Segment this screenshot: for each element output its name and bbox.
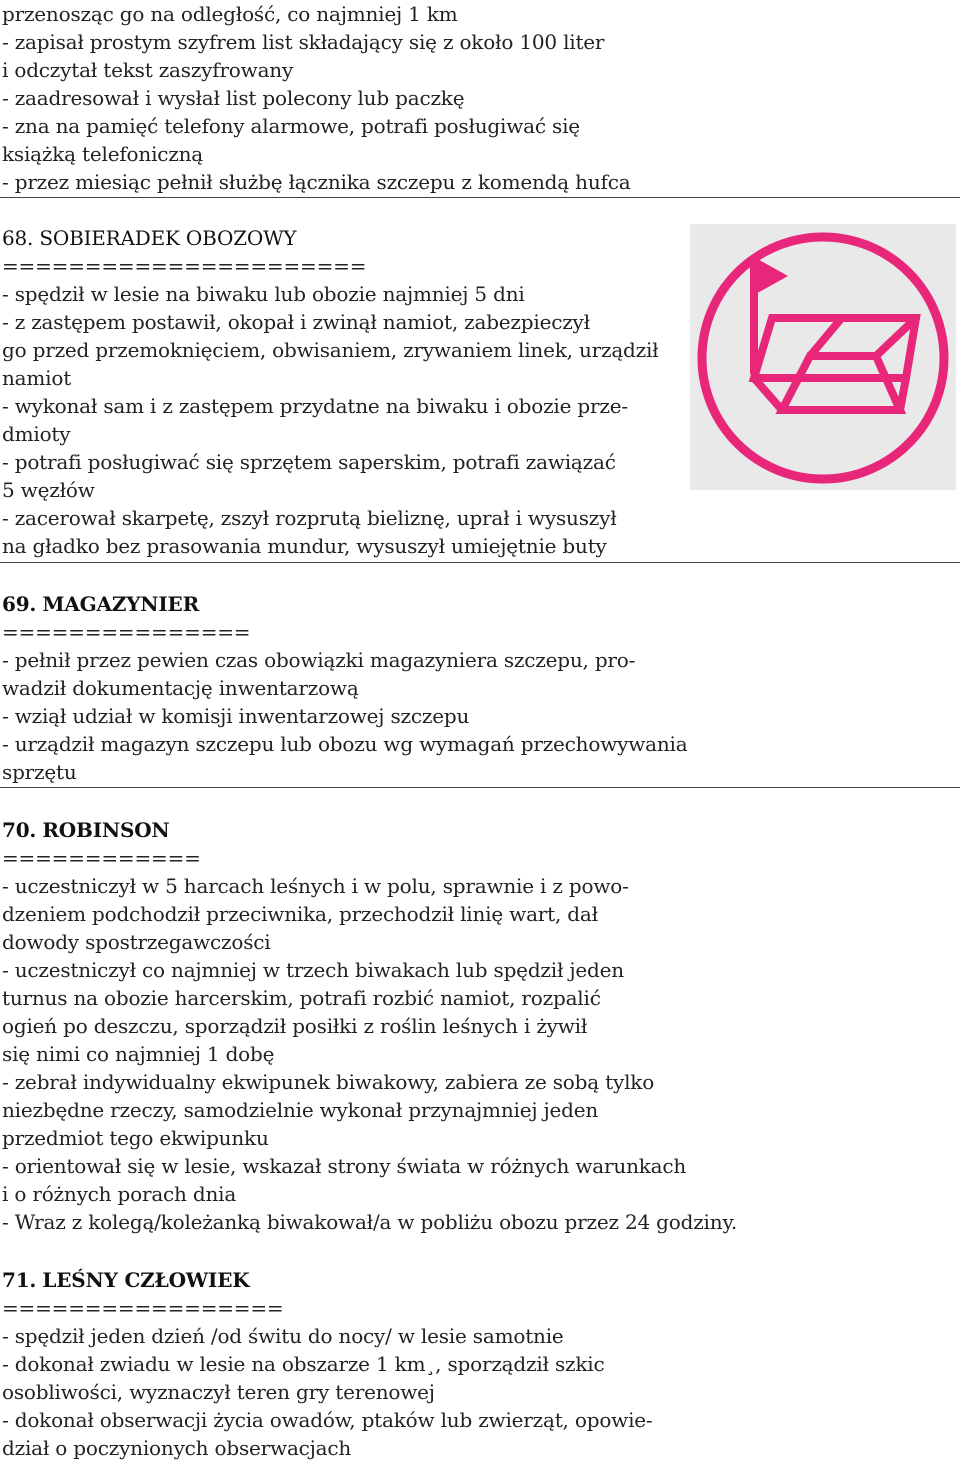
section-title: LEŚNY CZŁOWIEK [42,1268,250,1292]
text-line: i odczytał tekst zaszyfrowany [2,58,294,82]
list-item: turnus na obozie harcerskim, potrafi rozbić namiot, rozpalić [2,986,601,1010]
list-item: - orientował się w lesie, wskazał strony świata w różnych warunkach [2,1154,687,1178]
section-number: 70. [2,818,37,842]
text-line: - zaadresował i wysłał list polecony lub paczkę [2,86,465,110]
section-heading-70 [2,816,170,844]
list-item: - pełnił przez pewien czas obowiązki magazyniera szczepu, pro- [2,648,636,672]
list-item: - uczestniczył co najmniej w trzech biwakach lub spędził jeden [2,958,624,982]
section-divider [0,787,960,788]
section-number: 71. [2,1268,37,1292]
list-item: sprzętu [2,760,77,784]
section-heading-68 [2,224,296,252]
list-item: - uczestniczył w 5 harcach leśnych i w polu, sprawnie i z powo- [2,874,629,898]
section-heading-69 [2,590,199,618]
text-line: książką telefoniczną [2,142,204,166]
list-item: dział o poczynionych obserwacjach [2,1436,352,1460]
section-underline: ================= [2,1296,284,1320]
section-title: SOBIERADEK OBOZOWY [39,226,297,250]
list-item: - spędził jeden dzień /od świtu do nocy/ w lesie samotnie [2,1324,564,1348]
list-item: - urządził magazyn szczepu lub obozu wg wymagań przechowywania [2,732,688,756]
text-line: przenosząc go na odległość, co najmniej 1 km [2,2,458,26]
text-line: - zapisał prostym szyfrem list składający się z około 100 liter [2,30,605,54]
text-line: - przez miesiąc pełnił służbę łącznika szczepu z komendą hufca [2,170,631,194]
list-item: ogień po deszczu, sporządził posiłki z roślin leśnych i żywił [2,1014,588,1038]
list-item: - zacerował skarpetę, zszył rozprutą bieliznę, uprał i wysuszył [2,506,617,530]
list-item: przedmiot tego ekwipunku [2,1126,269,1150]
list-item: osobliwości, wyznaczył teren gry terenowej [2,1380,435,1404]
list-item: - dokonał obserwacji życia owadów, ptaków lub zwierząt, opowie- [2,1408,653,1432]
section-divider [0,562,960,563]
list-item: się nimi co najmniej 1 dobę [2,1042,275,1066]
list-item: dmioty [2,422,71,446]
section-underline: =============== [2,620,251,644]
list-item: - dokonał zwiadu w lesie na obszarze 1 km¸, sporządził szkic [2,1352,605,1376]
tent-flag-icon [690,224,956,490]
list-item: - spędził w lesie na biwaku lub obozie najmniej 5 dni [2,282,525,306]
list-item: - wykonał sam i z zastępem przydatne na biwaku i obozie prze- [2,394,628,418]
list-item: dzeniem podchodził przeciwnika, przechodził linię wart, dał [2,902,598,926]
list-item: 5 węzłów [2,478,95,502]
list-item: i o różnych porach dnia [2,1182,237,1206]
list-item: - potrafi posługiwać się sprzętem saperskim, potrafi zawiązać [2,450,616,474]
list-item: go przed przemoknięciem, obwisaniem, zrywaniem linek, urządził [2,338,659,362]
section-number: 69. [2,592,37,616]
section-heading-71 [2,1266,249,1294]
list-item: wadził dokumentację inwentarzową [2,676,359,700]
list-item: - Wraz z kolegą/koleżanką biwakował/a w pobliżu obozu przez 24 godziny. [2,1210,738,1234]
section-underline: ====================== [2,254,367,278]
badge-image [690,224,956,490]
list-item: - zebrał indywidualny ekwipunek biwakowy, zabiera ze sobą tylko [2,1070,655,1094]
section-number: 68. [2,226,34,250]
list-item: - wziął udział w komisji inwentarzowej szczepu [2,704,470,728]
section-title: ROBINSON [42,818,170,842]
section-underline: ============ [2,846,201,870]
list-item: - z zastępem postawił, okopał i zwinął namiot, zabezpieczył [2,310,590,334]
list-item: namiot [2,366,72,390]
list-item: na gładko bez prasowania mundur, wysuszył umiejętnie buty [2,534,607,558]
section-divider [0,197,960,198]
list-item: dowody spostrzegawczości [2,930,271,954]
section-title: MAGAZYNIER [42,592,200,616]
text-line: - zna na pamięć telefony alarmowe, potrafi posługiwać się [2,114,580,138]
list-item: niezbędne rzeczy, samodzielnie wykonał przynajmniej jeden [2,1098,599,1122]
